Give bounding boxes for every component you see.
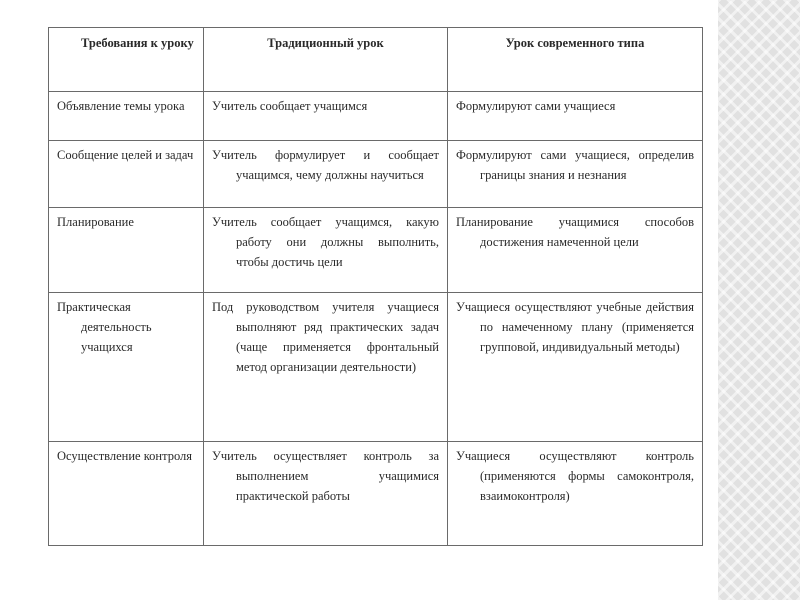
requirement-cell: Осуществление контроля — [49, 442, 204, 546]
modern-cell: Формулируют сами учащиеся — [448, 92, 703, 141]
modern-cell: Планирование учащимися способов достижения намеченной цели — [448, 208, 703, 293]
modern-cell: Формулируют сами учащиеся, определив границы знания и незнания — [448, 141, 703, 208]
traditional-cell: Под руководством учителя учащиеся выполняют ряд практических задач (чаще применяется фронтальный метод организации деятельности) — [204, 293, 448, 442]
header-requirements: Требования к уроку — [49, 28, 204, 92]
requirement-cell: Практическая деятельность учащихся — [49, 293, 204, 442]
header-modern: Урок современного типа — [448, 28, 703, 92]
header-traditional: Традиционный урок — [204, 28, 448, 92]
traditional-cell: Учитель осуществляет контроль за выполнением учащимися практической работы — [204, 442, 448, 546]
traditional-cell: Учитель формулирует и сообщает учащимся, чему должны научиться — [204, 141, 448, 208]
comparison-table — [48, 27, 703, 546]
requirement-cell: Планирование — [49, 208, 204, 293]
table-row — [49, 92, 703, 141]
table-row — [49, 208, 703, 293]
traditional-cell: Учитель сообщает учащимся — [204, 92, 448, 141]
decorative-side-stripe — [718, 0, 800, 600]
traditional-cell: Учитель сообщает учащимся, какую работу они должны выполнить, чтобы достичь цели — [204, 208, 448, 293]
requirement-cell: Сообщение целей и задач — [49, 141, 204, 208]
table-row — [49, 442, 703, 546]
modern-cell: Учащиеся осуществляют учебные действия по намеченному плану (применяется групповой, индивидуальный методы) — [448, 293, 703, 442]
modern-cell: Учащиеся осуществляют контроль (применяются формы самоконтроля, взаимоконтроля) — [448, 442, 703, 546]
table-header-row — [49, 28, 703, 92]
table-row — [49, 141, 703, 208]
table-row — [49, 293, 703, 442]
requirement-cell: Объявление темы урока — [49, 92, 204, 141]
